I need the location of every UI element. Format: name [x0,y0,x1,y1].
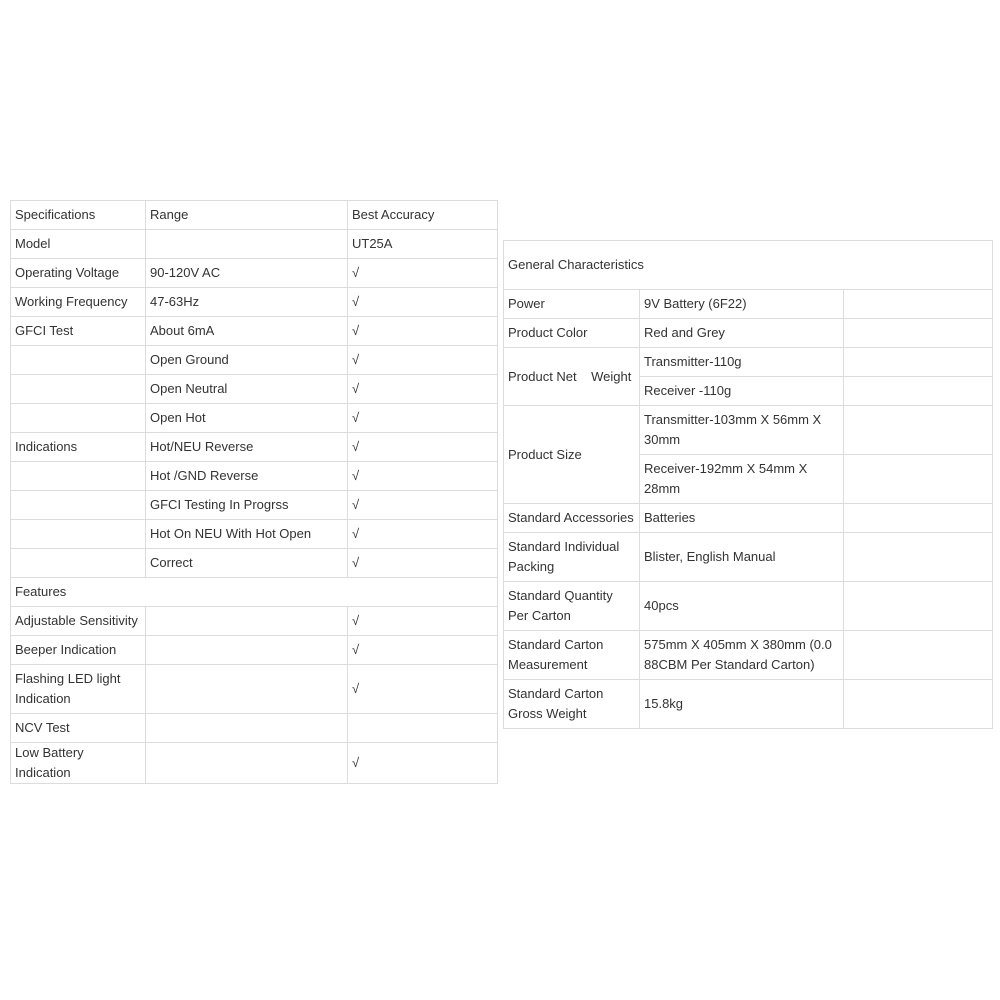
empty-cell [844,290,993,319]
table-row [11,665,498,714]
spec-cell: GFCI Test [11,317,146,346]
spec-cell [11,520,146,549]
accessories-value: Batteries [640,504,844,533]
spec-cell [11,491,146,520]
table-row [504,290,993,319]
table-row [504,680,993,729]
empty-cell [844,504,993,533]
general-title-row [504,241,993,290]
range-cell [146,714,348,743]
size-transmitter: Transmitter-103mm X 56mm X 30mm [640,406,844,455]
range-cell: Hot On NEU With Hot Open [146,520,348,549]
accuracy-cell [348,714,498,743]
table-row [11,714,498,743]
accuracy-cell: √ [348,433,498,462]
range-cell: Hot /GND Reverse [146,462,348,491]
table-row [11,375,498,404]
accuracy-cell: √ [348,462,498,491]
net-weight-label: Product Net Weight [504,348,640,406]
spec-cell: Working Frequency [11,288,146,317]
gross-weight-label: Standard Carton Gross Weight [504,680,640,729]
general-title: General Characteristics [504,241,993,290]
range-cell: Open Neutral [146,375,348,404]
spec-cell [11,462,146,491]
carton-label: Standard Carton Measurement [504,631,640,680]
table-row [11,743,498,784]
packing-label: Standard Individual Packing [504,533,640,582]
table-row [504,348,993,377]
range-cell: Open Ground [146,346,348,375]
accuracy-cell: √ [348,346,498,375]
accuracy-cell: √ [348,317,498,346]
size-label: Product Size [504,406,640,504]
range-cell [146,743,348,784]
accuracy-cell: √ [348,404,498,433]
spec-header-row [11,201,498,230]
range-cell: 90-120V AC [146,259,348,288]
table-row [11,520,498,549]
features-row [11,578,498,607]
gross-weight-value: 15.8kg [640,680,844,729]
spec-cell [11,346,146,375]
range-cell [146,665,348,714]
range-cell: Hot/NEU Reverse [146,433,348,462]
spec-cell: Operating Voltage [11,259,146,288]
table-row [11,607,498,636]
accuracy-cell: √ [348,520,498,549]
carton-value: 575mm X 405mm X 380mm (0.088CBM Per Standard Carton) [640,631,844,680]
spec-cell: Flashing LED light Indication [11,665,146,714]
spec-cell: Beeper Indication [11,636,146,665]
table-row [11,549,498,578]
accuracy-cell: √ [348,549,498,578]
table-row [11,259,498,288]
empty-cell [844,680,993,729]
general-characteristics-table [503,240,993,729]
table-row [11,462,498,491]
accuracy-cell: √ [348,665,498,714]
color-label: Product Color [504,319,640,348]
range-cell: Correct [146,549,348,578]
range-cell [146,607,348,636]
spec-cell: Indications [11,433,146,462]
empty-cell [844,582,993,631]
spec-cell: Model [11,230,146,259]
accessories-label: Standard Accessories [504,504,640,533]
quantity-label: Standard Quantity Per Carton [504,582,640,631]
header-range: Range [146,201,348,230]
table-row [11,491,498,520]
features-heading: Features [11,578,498,607]
specifications-table [10,200,498,784]
table-row [504,631,993,680]
empty-cell [844,406,993,455]
header-specifications: Specifications [11,201,146,230]
spec-cell: NCV Test [11,714,146,743]
empty-cell [844,631,993,680]
packing-value: Blister, English Manual [640,533,844,582]
power-value: 9V Battery (6F22) [640,290,844,319]
accuracy-cell: √ [348,636,498,665]
table-row [11,230,498,259]
accuracy-cell: √ [348,288,498,317]
table-row [11,636,498,665]
empty-cell [844,455,993,504]
spec-cell [11,375,146,404]
net-weight-receiver: Receiver -110g [640,377,844,406]
table-row [11,433,498,462]
table-row [504,504,993,533]
accuracy-cell: √ [348,607,498,636]
size-receiver: Receiver-192mm X 54mm X 28mm [640,455,844,504]
empty-cell [844,348,993,377]
table-row [504,582,993,631]
color-value: Red and Grey [640,319,844,348]
range-cell [146,636,348,665]
spec-cell [11,549,146,578]
accuracy-cell: √ [348,375,498,404]
empty-cell [844,377,993,406]
table-row [11,346,498,375]
range-cell [146,230,348,259]
table-row [11,404,498,433]
quantity-value: 40pcs [640,582,844,631]
table-row [11,288,498,317]
header-best-accuracy: Best Accuracy [348,201,498,230]
power-label: Power [504,290,640,319]
spec-cell: Adjustable Sensitivity [11,607,146,636]
accuracy-cell: √ [348,259,498,288]
spec-cell [11,404,146,433]
empty-cell [844,533,993,582]
accuracy-cell: √ [348,491,498,520]
accuracy-cell: √ [348,743,498,784]
range-cell: GFCI Testing In Progrss [146,491,348,520]
net-weight-transmitter: Transmitter-110g [640,348,844,377]
range-cell: Open Hot [146,404,348,433]
table-row [504,319,993,348]
empty-cell [844,319,993,348]
range-cell: About 6mA [146,317,348,346]
table-row [504,533,993,582]
table-row [504,406,993,455]
spec-cell: Low Battery Indication [11,743,146,784]
table-row [11,317,498,346]
range-cell: 47-63Hz [146,288,348,317]
accuracy-cell: UT25A [348,230,498,259]
